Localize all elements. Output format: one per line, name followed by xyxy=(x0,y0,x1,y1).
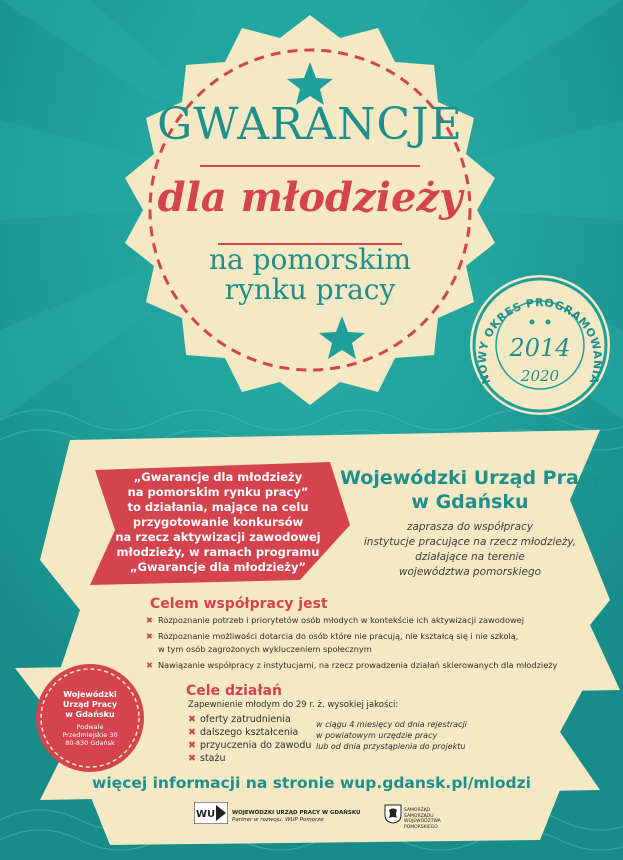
cross-icon: ✖ xyxy=(188,727,196,738)
cross-icon: ✖ xyxy=(188,714,196,725)
invite-line: zaprasza do współpracy xyxy=(406,521,534,533)
ribbon-line: „Gwarancje dla młodzieży xyxy=(133,470,303,484)
list-item: ✖ Nawiązanie współpracy z instytucjami, na rzecz prowadzenia działań skierowanych dla młodzieży xyxy=(146,660,558,670)
seal-text xyxy=(468,273,612,417)
ribbon-line: młodzieży, w ramach programu xyxy=(116,545,320,559)
office-name-line2: w Gdańsku xyxy=(411,491,529,513)
cross-icon: ✖ xyxy=(146,615,153,625)
ribbon-line: przygotowanie konkursów xyxy=(132,515,304,529)
list-item: ✖ oferty zatrudnienia xyxy=(188,714,291,725)
goals-heading: Cele działań xyxy=(186,683,282,699)
pomorskie-logo-text: SAMORZĄD SAMORZĄDU WOJEWÓDZTWA POMORSKIEGO xyxy=(404,808,441,830)
stamp-text xyxy=(40,690,140,747)
svg-text:WUP: WUP xyxy=(196,809,223,820)
more-info-link[interactable]: więcej informacji na stronie wup.gdansk.pl/mlodzi xyxy=(92,774,531,792)
invite-line: działające na terenie xyxy=(415,551,525,563)
seal-year-start: 2014 xyxy=(509,334,571,362)
goals-intro: Zapewnienie młodym do 29 r. ż. wysokiej jakości: xyxy=(188,700,399,710)
list-item: ✖ Rozpoznanie potrzeb i priorytetów osób młodych w kontekście ich aktywizacji zawodowej xyxy=(146,615,524,625)
invite-line: województwa pomorskiego xyxy=(398,566,542,578)
office-name xyxy=(340,466,603,514)
badge-region xyxy=(170,245,450,305)
stamp-line: Urząd Pracy xyxy=(62,700,118,709)
cross-icon: ✖ xyxy=(146,631,153,641)
ribbon-text xyxy=(108,470,328,575)
cross-icon: ✖ xyxy=(188,753,196,764)
cross-icon: ✖ xyxy=(146,660,153,670)
goals-conditions: w ciągu 4 miesięcy od dnia rejestracji w powiatowym urzędzie pracy lub od dnia przystąpienia do projektu xyxy=(316,720,467,751)
list-item: ✖ dalszego kształcenia xyxy=(188,727,299,738)
goals-list xyxy=(188,713,311,765)
wup-logo-icon xyxy=(194,802,228,824)
cooperation-heading: Celem współpracy jest xyxy=(150,596,328,612)
seal-year-end: 2020 xyxy=(520,367,560,385)
office-invite xyxy=(340,520,600,580)
seal-arc-text: NOWY OKRES PROGRAMOWANIA xyxy=(475,296,605,386)
badge-title: GWARANCJE xyxy=(157,99,463,150)
list-item: ✖ przyuczenia do zawodu xyxy=(188,740,312,751)
ribbon-line: „Gwarancje dla młodzieży” xyxy=(129,560,307,574)
stamp-line: Wojewódzki xyxy=(63,690,117,699)
stamp-address: Podwale Przedmiejskie 30 80-830 Gdańsk xyxy=(62,723,118,747)
list-item: ✖ stażu xyxy=(188,753,226,764)
ribbon-line: na rzecz aktywizacji zawodowej xyxy=(115,530,321,544)
ribbon-line: na pomorskim rynku pracy” xyxy=(127,485,309,499)
badge-region-line2: rynku pracy xyxy=(224,273,396,306)
pomorskie-crest-icon xyxy=(384,804,402,824)
cooperation-list xyxy=(146,614,557,672)
wup-logo-text: WOJEWÓDZKI URZĄD PRACY W GDAŃSKU Partner w rozwoju. WUP Pomorze xyxy=(232,810,361,823)
invite-line: instytucje pracujące na rzecz młodzieży, xyxy=(363,536,577,548)
stamp-line: w Gdańsku xyxy=(65,710,115,719)
ribbon-line: to działania, mające na celu xyxy=(127,500,309,514)
badge-subtitle: dla młodzieży xyxy=(157,174,463,221)
badge-region-line1: na pomorskim xyxy=(208,243,412,276)
list-item: ✖ Rozpoznanie możliwości dotarcia do osób które nie pracują, nie kształcą się i nie szkolą, w tym osób zagrożonych wykluczeniem społecznym xyxy=(146,631,519,654)
office-name-line1: Wojewódzki Urząd Pracy xyxy=(340,467,603,489)
cross-icon: ✖ xyxy=(188,740,196,751)
